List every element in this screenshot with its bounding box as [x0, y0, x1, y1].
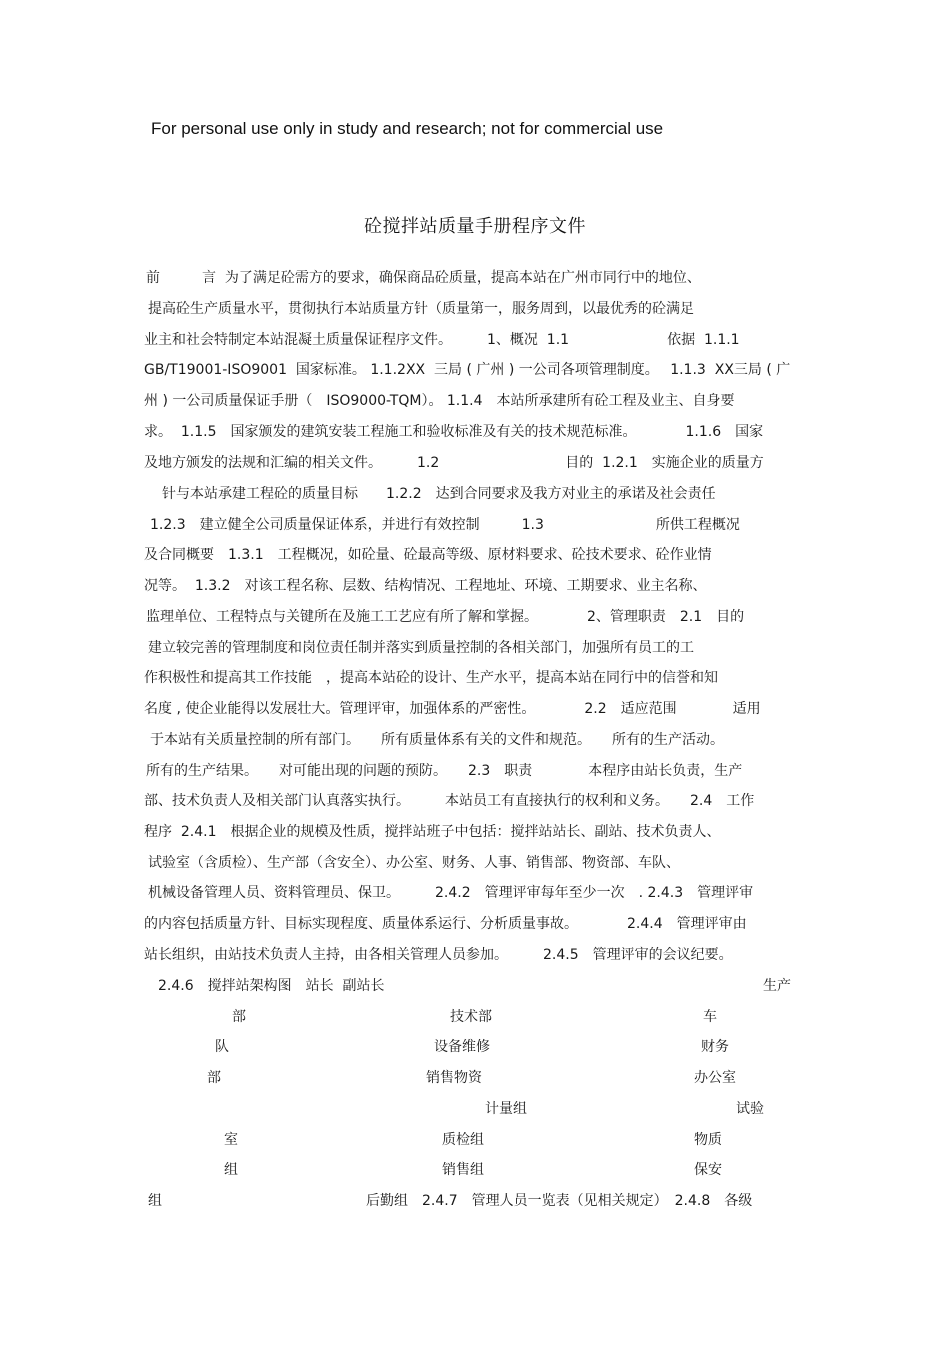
org-chart-label: 设备维修 [434, 1039, 490, 1055]
body-line: 州 ) 一公司质量保证手册（ ISO9000-TQM）。 1.1.4 本站所承建所有砼工程及业主、自身要 [144, 393, 735, 409]
org-chart-label: 财务 [701, 1039, 729, 1055]
body-line: 提高砼生产质量水平，贯彻执行本站质量方针（质量第一，服务周到，以最优秀的砼满足 [148, 301, 694, 317]
org-chart-label: 部 [232, 1009, 246, 1025]
body-line: 机械设备管理人员、资料管理员、保卫。 2.4.2 管理评审每年至少一次 . 2.4.3 管理评审 [148, 885, 754, 901]
body-line: 程序 2.4.1 根据企业的规模及性质，搅拌站班子中包括：搅拌站站长、副站、技术负责人、 [144, 824, 721, 840]
org-chart-label: 保安 [694, 1162, 722, 1178]
org-chart-label: 生产 [763, 978, 791, 994]
org-chart-label: 物质 [694, 1132, 722, 1148]
body-line: 后勤组 2.4.7 管理人员一览表（见相关规定） 2.4.8 各级 [366, 1193, 753, 1209]
body-line: 作积极性和提高其工作技能 ，提高本站砼的设计、生产水平，提高本站在同行中的信誉和知 [144, 670, 718, 686]
org-chart-label: 2.4.6 搅拌站架构图 站长 副站长 [158, 978, 385, 994]
body-line: 名度 , 使企业能得以发展壮大。管理评审，加强体系的严密性。 2.2 适应范围 适用 [144, 701, 761, 717]
org-chart-label: 组 [148, 1193, 162, 1209]
document-title: 砼搅拌站质量手册程序文件 [364, 216, 586, 237]
body-line: 站长组织，由站技术负责人主持，由各相关管理人员参加。 2.4.5 管理评审的会议纪要。 [144, 947, 733, 963]
body-line: 所有的生产结果。 对可能出现的问题的预防。 2.3 职责 本程序由站长负责，生产 [146, 763, 743, 779]
body-line: 业主和社会特制定本站混凝土质量保证程序文件。 1、概况 1.1 依据 1.1.1 [144, 332, 740, 348]
body-line: 建立较完善的管理制度和岗位责任制并落实到质量控制的各相关部门，加强所有员工的工 [148, 640, 694, 656]
org-chart-label: 销售物资 [426, 1070, 482, 1086]
body-line: 针与本站承建工程砼的质量目标 1.2.2 达到合同要求及我方对业主的承诺及社会责任 [162, 486, 716, 502]
org-chart-label: 销售组 [442, 1162, 484, 1178]
org-chart-label: 质检组 [442, 1132, 484, 1148]
body-line: 前 言 为了满足砼需方的要求，确保商品砼质量，提高本站在广州市同行中的地位、 [146, 270, 701, 286]
body-line: 及合同概要 1.3.1 工程概况，如砼量、砼最高等级、原材料要求、砼技术要求、砼作业情 [144, 547, 712, 563]
org-chart-label: 室 [224, 1132, 238, 1148]
org-chart-label: 组 [224, 1162, 238, 1178]
body-line: 及地方颁发的法规和汇编的相关文件。 1.2 目的 1.2.1 实施企业的质量方 [144, 455, 764, 471]
org-chart-label: 试验 [736, 1101, 764, 1117]
body-line: 1.2.3 建立健全公司质量保证体系，并进行有效控制 1.3 所供工程概况 [150, 517, 740, 533]
body-line: 于本站有关质量控制的所有部门。 所有质量体系有关的文件和规范。 所有的生产活动。 [150, 732, 724, 748]
org-chart-label: 计量组 [485, 1101, 527, 1117]
body-line: 部、技术负责人及相关部门认真落实执行。 本站员工有直接执行的权利和义务。 2.4 工作 [144, 793, 755, 809]
body-line: 监理单位、工程特点与关键所在及施工工艺应有所了解和掌握。 2、管理职责 2.1 目的 [146, 609, 745, 625]
body-line: GB/T19001-ISO9001 国家标准。 1.1.2XX 三局 ( 广州 ) 一公司各项管理制度。 1.1.3 XX三局 ( 广 [144, 362, 791, 378]
body-line: 试验室（含质检）、生产部（含安全）、办公室、财务、人事、销售部、物资部、车队、 [148, 855, 680, 871]
org-chart-label: 部 [207, 1070, 221, 1086]
org-chart-label: 技术部 [450, 1009, 492, 1025]
body-line: 的内容包括质量方针、目标实现程度、质量体系运行、分析质量事故。 2.4.4 管理评审由 [144, 916, 747, 932]
org-chart-label: 队 [215, 1039, 229, 1055]
org-chart-label: 办公室 [694, 1070, 736, 1086]
body-line: 况等。 1.3.2 对该工程名称、层数、结构情况、工程地址、环境、工期要求、业主名称、 [144, 578, 707, 594]
body-line: 求。 1.1.5 国家颁发的建筑安装工程施工和验收标准及有关的技术规范标准。 1.1.6 国家 [144, 424, 764, 440]
usage-notice: For personal use only in study and research; not for commercial use [151, 119, 664, 138]
org-chart-label: 车 [703, 1009, 717, 1025]
